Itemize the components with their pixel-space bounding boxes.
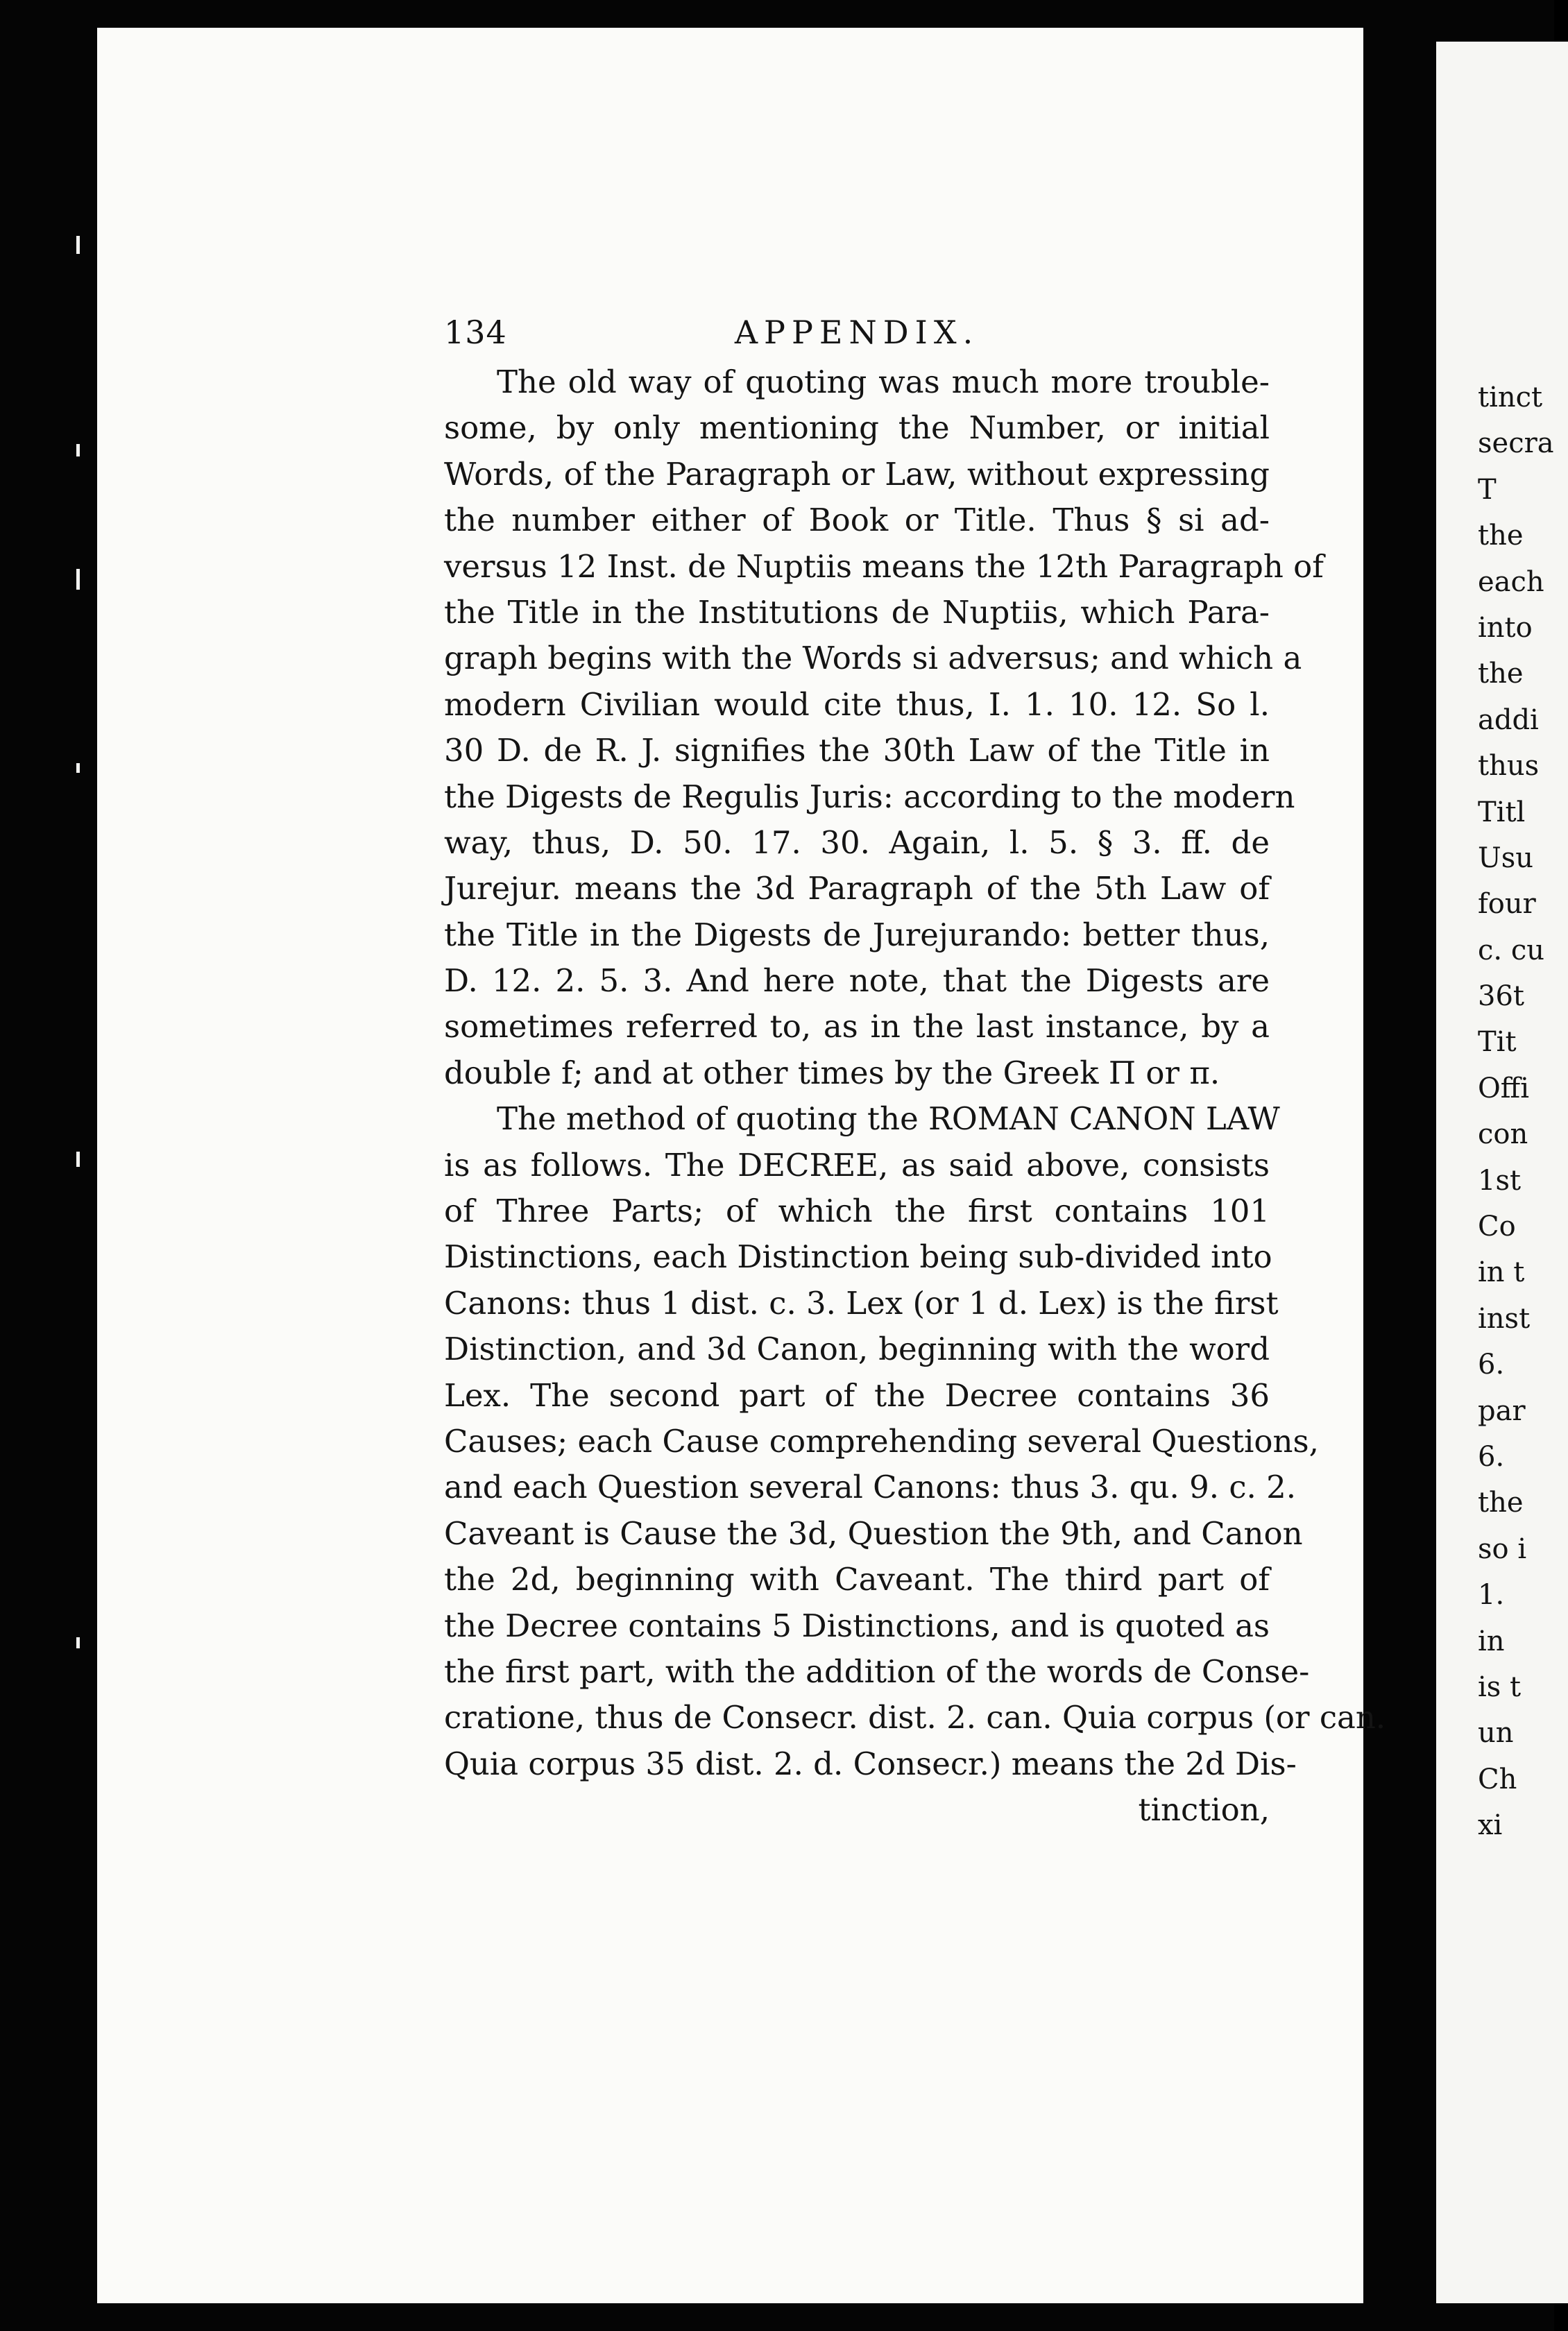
text-line: cratione, thus de Consecr. dist. 2. can. Quia corpus (or can. [444,1699,1386,1736]
text-line: Jurejur. means the 3d Paragraph of the 5th Law of [444,870,1270,907]
facing-page-line: in t [1478,1256,1525,1289]
text-line: some, by only mentioning the Number, or initial [444,409,1270,447]
text-line: D. 12. 2. 5. 3. And here note, that the Digests are [444,962,1270,1000]
facing-page-line: Offi [1478,1072,1530,1104]
facing-page-line: thus [1478,750,1540,783]
text-line: way, thus, D. 50. 17. 30. Again, l. 5. § 3. ff. de [444,823,1270,861]
text-line: Quia corpus 35 dist. 2. d. Consecr.) means the 2d Dis- [444,1745,1297,1782]
facing-page-line: T [1478,473,1497,506]
facing-page-line: Usu [1478,842,1533,874]
text-line: the Decree contains 5 Distinctions, and is quoted as [444,1607,1270,1644]
body-text [444,359,1386,1834]
text-line: the first part, with the addition of the words de Conse- [444,1653,1310,1690]
text-line: modern Civilian would cite thus, I. 1. 10. 12. So l. [444,685,1270,723]
text-line: of Three Parts; of which the first contains 101 [444,1193,1270,1230]
text-line: Canons: thus 1 dist. c. 3. Lex (or 1 d. Lex) is the first [444,1284,1279,1322]
facing-page-line: four [1478,888,1536,921]
facing-page-line: Titl [1478,796,1526,828]
facing-page-line: con [1478,1118,1528,1151]
text-line: Distinction, and 3d Canon, beginning with the word [444,1331,1270,1368]
running-head [444,314,1270,359]
text-line: is as follows. The DECREE, as said above, consists [444,1146,1270,1184]
text-line: the Digests de Regulis Juris: according to the modern [444,778,1295,815]
facing-page-line: par [1478,1394,1526,1427]
text-line: Caveant is Cause the 3d, Question the 9th, and Canon [444,1514,1303,1552]
facing-page-line: 1st [1478,1164,1522,1197]
facing-page-line: so i [1478,1532,1527,1565]
facing-page-line: secra [1478,427,1554,460]
facing-page-line: each [1478,565,1544,598]
facing-page-line: xi [1478,1809,1503,1842]
facing-page-line: 6. [1478,1349,1505,1381]
page-number: 134 [444,314,507,351]
facing-page-line: the [1478,520,1524,552]
text-line: the Title in the Institutions de Nuptiis, which Para- [444,593,1270,631]
facing-page-line: the [1478,1487,1524,1519]
facing-page-line: Co [1478,1211,1516,1243]
facing-page-line: 36t [1478,980,1524,1013]
text-line: the 2d, beginning with Caveant. The third part of [444,1561,1270,1598]
facing-page-line: the [1478,658,1524,690]
text-line: Causes; each Cause comprehending several Questions, [444,1422,1319,1460]
text-line: Distinctions, each Distinction being sub-divided into [444,1238,1272,1276]
facing-page-line: is t [1478,1671,1522,1703]
facing-page-line: 6. [1478,1440,1505,1473]
facing-page-line: 1. [1478,1579,1505,1612]
facing-page-line: c. cu [1478,934,1544,966]
text-line: tinction, [1138,1791,1270,1829]
text-line: The method of quoting the ROMAN CANON LAW [497,1100,1280,1138]
text-line: the number either of Book or Title. Thus § si ad- [444,502,1270,539]
facing-page-line: tinct [1478,382,1543,413]
text-line: and each Question several Canons: thus 3. qu. 9. c. 2. [444,1469,1297,1506]
text-line: graph begins with the Words si adversus; and which a [444,640,1302,677]
text-line: sometimes referred to, as in the last instance, by a [444,1008,1270,1045]
text-line: Lex. The second part of the Decree contains 36 [444,1376,1270,1414]
running-title: APPENDIX. [734,314,980,351]
gutter-shadow [69,180,97,2123]
text-line: versus 12 Inst. de Nuptiis means the 12th Paragraph of [444,547,1324,585]
facing-page-line: Tit [1478,1026,1517,1059]
page-text [444,314,1386,1834]
facing-page-text [1478,375,1554,1849]
text-line: double f; and at other times by the Greek Π or π. [444,1054,1220,1091]
text-line: Words, of the Paragraph or Law, without expressing [444,455,1270,493]
facing-page-line: into [1478,611,1533,644]
facing-page-line: addi [1478,703,1539,736]
text-line: The old way of quoting was much more trouble- [497,364,1270,400]
text-line: the Title in the Digests de Jurejurando: better thus, [444,916,1270,953]
facing-page-line: in [1478,1625,1505,1657]
facing-page-line: un [1478,1717,1514,1750]
facing-page-line: inst [1478,1302,1531,1335]
facing-page-line: Ch [1478,1763,1517,1795]
text-line: 30 D. de R. J. signifies the 30th Law of the Title in [444,732,1270,769]
